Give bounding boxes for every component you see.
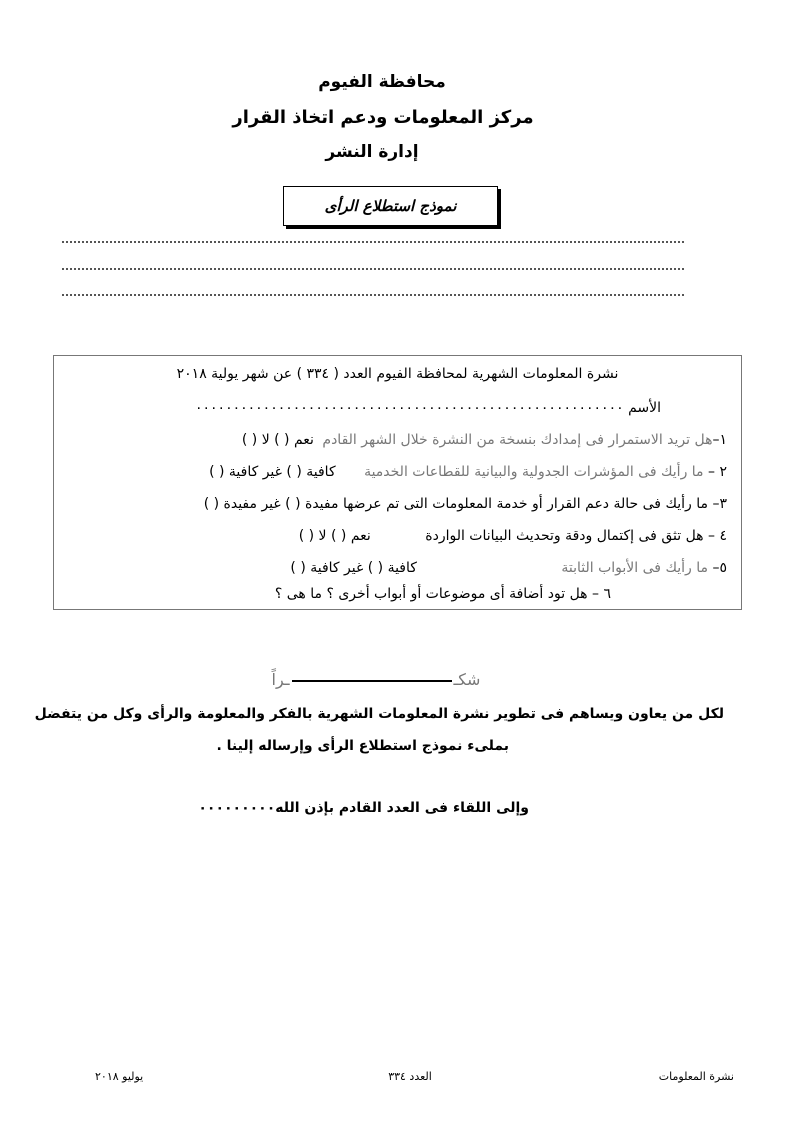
header-governorate: محافظة الفيوم <box>318 72 446 92</box>
question-options[interactable]: كافية ( ) غير كافية ( ) <box>209 464 336 480</box>
header-center: مركز المعلومات ودعم اتخاذ القرار <box>232 107 534 128</box>
name-dots[interactable]: ٠٠٠٠٠٠٠٠٠٠٠٠٠٠٠٠٠٠٠٠٠٠٠٠٠٠٠٠٠٠٠٠٠٠٠٠٠٠٠٠٠٠٠٠٠٠٠٠٠٠٠٠٠٠٠٠٠ <box>195 400 624 416</box>
question-options[interactable]: نعم ( ) لا ( ) <box>298 528 371 544</box>
header-department: إدارة النشر <box>325 142 419 162</box>
question-row <box>64 560 727 576</box>
survey-intro: نشرة المعلومات الشهرية لمحافظة الفيوم العدد ( ٣٣٤ ) عن شهر يولية ٢٠١٨ <box>176 366 619 382</box>
thanks-line <box>226 670 526 689</box>
farewell-line: وإلى اللقاء فى العدد القادم بإذن الله٠٠٠٠٠٠٠٠٠ <box>198 800 529 816</box>
question-options[interactable]: نعم ( ) لا ( ) <box>241 432 314 448</box>
question-text: هل تود أضافة أى موضوعات أو أبواب أخرى ؟ ما هى ؟ <box>274 586 588 602</box>
footer-date: يوليو ٢٠١٨ <box>95 1070 144 1083</box>
question-number: ٥– <box>712 560 727 576</box>
question-options[interactable]: كافية ( ) غير كافية ( ) <box>290 560 417 576</box>
form-title: نموذج استطلاع الرأى <box>324 197 457 215</box>
question-text: ما رأيك فى المؤشرات الجدولية والبيانية للقطاعات الخدمية <box>364 464 704 480</box>
closing-line-2: بملىء نموذج استطلاع الرأى وإرساله إلينا . <box>216 738 509 754</box>
dotted-line <box>62 241 684 243</box>
question-text: ما رأيك فى حالة دعم القرار أو خدمة المعلومات التى تم عرضها <box>342 496 709 512</box>
footer-issue: العدد ٣٣٤ <box>388 1070 432 1083</box>
question-text: هل تريد الاستمرار فى إمدادك بنسخة من النشرة خلال الشهر القادم <box>322 432 713 448</box>
question-number: ٦ – <box>592 586 611 602</box>
name-row <box>88 400 661 416</box>
question-text: ما رأيك فى الأبواب الثابتة <box>561 560 709 576</box>
thanks-start: شكـ <box>453 670 481 689</box>
question-row <box>64 432 727 448</box>
thanks-bar <box>292 680 452 682</box>
footer-publication: نشرة المعلومات <box>658 1070 734 1083</box>
question-number: ١– <box>712 432 727 448</box>
survey-box <box>53 355 742 610</box>
form-title-box <box>283 186 498 226</box>
question-number: ٤ – <box>708 528 727 544</box>
closing-line-1: لكل من يعاون ويساهم فى تطوير نشرة المعلومات الشهرية بالفكر والمعلومة والرأى وكل من يتفضل <box>34 706 724 722</box>
name-label: الأسم <box>628 400 661 416</box>
question-row <box>64 586 611 602</box>
question-number: ٢ – <box>708 464 727 480</box>
dotted-line <box>62 268 684 270</box>
thanks-end: ـراً <box>271 670 290 689</box>
question-row <box>64 528 727 544</box>
question-text: هل تثق فى إكتمال ودقة وتحديث البيانات الواردة <box>425 528 704 544</box>
dotted-line <box>62 294 684 296</box>
question-row <box>64 496 727 512</box>
question-row <box>64 464 727 480</box>
question-number: ٣– <box>712 496 727 512</box>
question-options[interactable]: مفيدة ( ) غير مفيدة ( ) <box>203 496 339 512</box>
